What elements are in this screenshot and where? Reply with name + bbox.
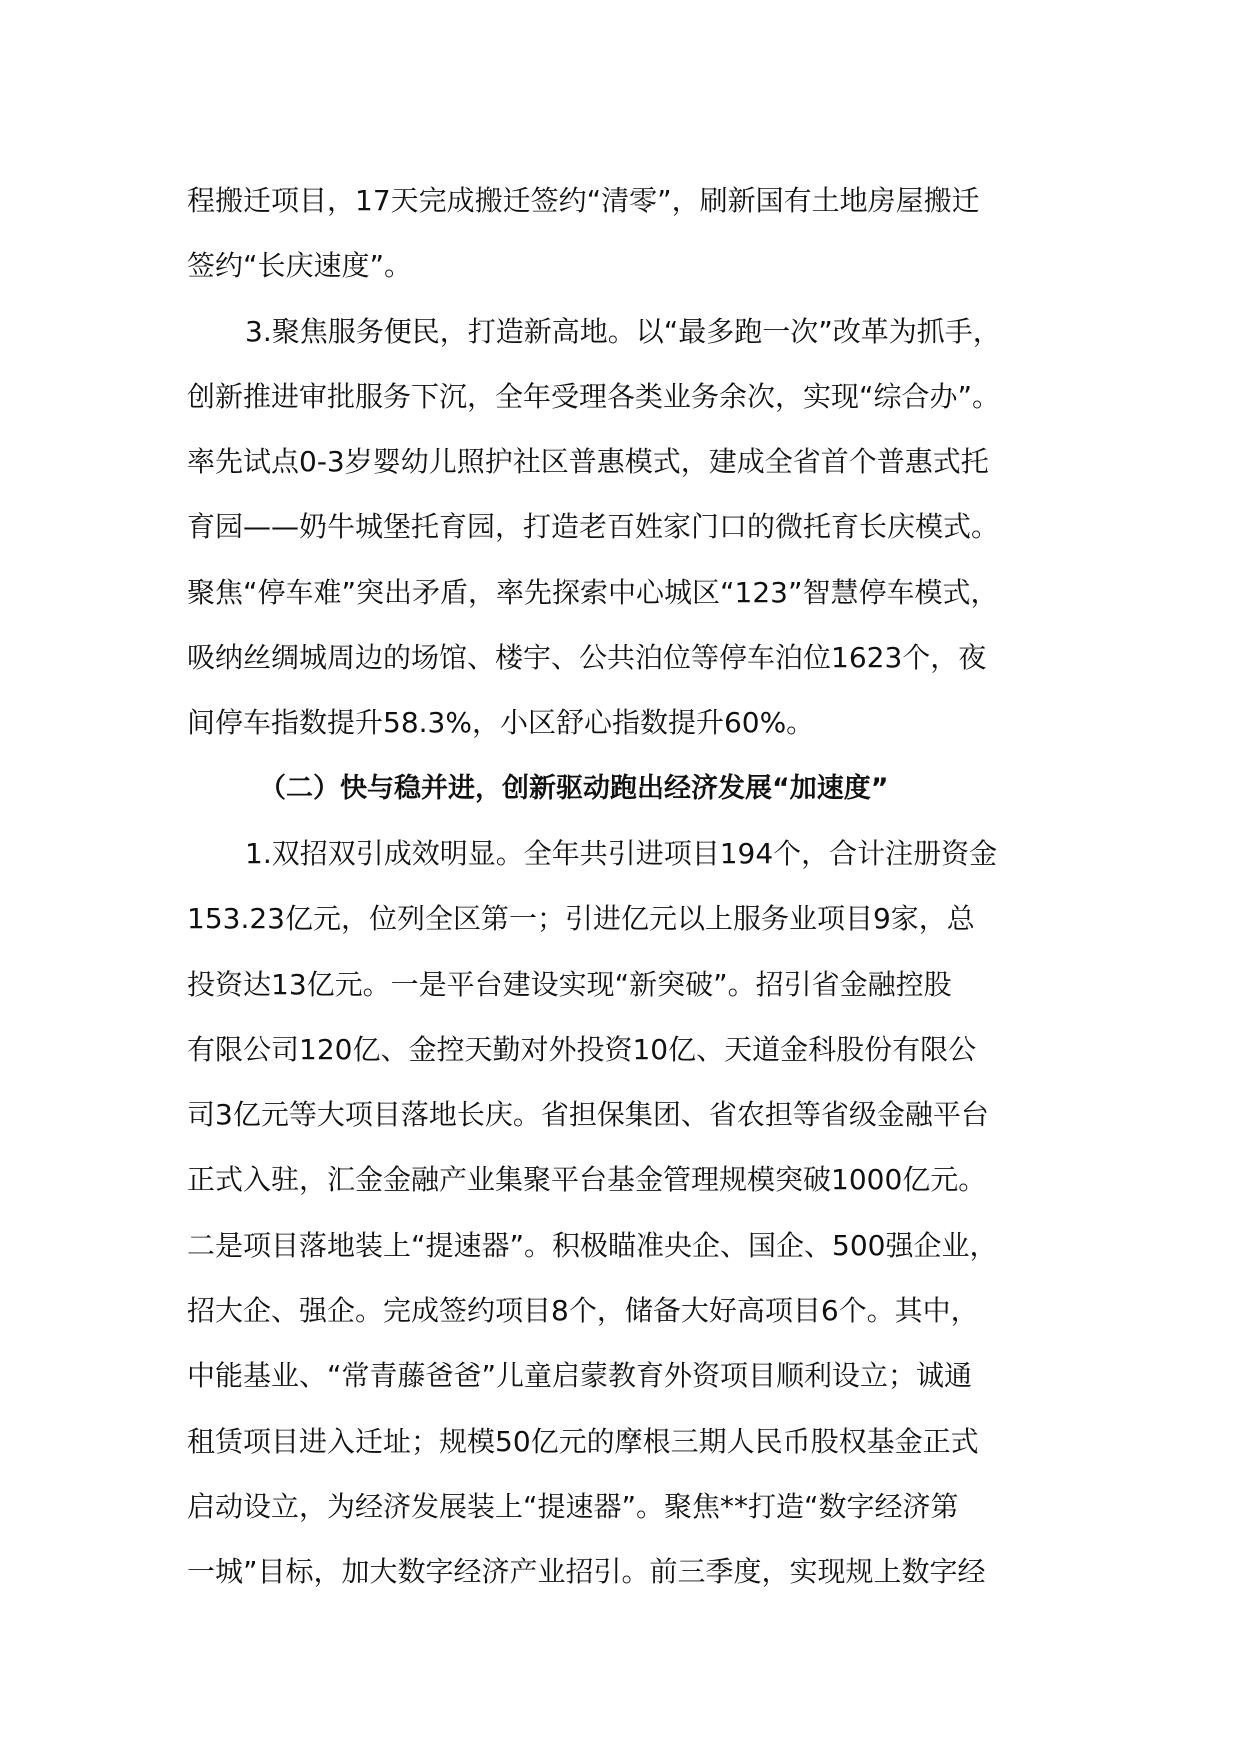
- text-line: 投资达13亿元。一是平台建设实现“新突破”。招引省金融控股: [187, 967, 952, 1001]
- text-line: 二是项目落地装上“提速器”。积极瞄准央企、国企、500强企业，: [187, 1228, 998, 1262]
- text-line: 吸纳丝绸城周边的场馆、楼宇、公共泊位等停车泊位1623个，夜: [187, 641, 987, 675]
- text-line: 租赁项目进入迁址；规模50亿元的摩根三期人民币股权基金正式: [187, 1424, 979, 1458]
- text-line: 创新推进审批服务下沉，全年受理各类业务余次，实现“综合办”。: [187, 379, 1001, 413]
- text-line: 签约“长庆速度”。: [187, 249, 413, 283]
- text-line: 启动设立，为经济发展装上“提速器”。聚焦**打造“数字经济第: [187, 1489, 959, 1523]
- text-line: 正式入驻，汇金金融产业集聚平台基金管理规模突破1000亿元。: [187, 1163, 987, 1197]
- text-line: 招大企、强企。完成签约项目8个，储备大好高项目6个。其中，: [187, 1294, 979, 1328]
- text-line: 育园——奶牛城堡托育园，打造老百姓家门口的微托育长庆模式。: [187, 510, 1000, 544]
- text-line: 中能基业、“常青藤爸爸”儿童启蒙教育外资项目顺利设立；诚通: [187, 1359, 973, 1393]
- paragraph-start-line: 1.双招双引成效明显。全年共引进项目194个，合计注册资金: [245, 836, 998, 870]
- text-line: 聚焦“停车难”突出矛盾，率先探索中心城区“123”智慧停车模式，: [187, 575, 999, 609]
- section-heading: （二）快与稳并进，创新驱动跑出经济发展“加速度”: [259, 772, 889, 804]
- text-line: 间停车指数提升58.3%，小区舒心指数提升60%。: [187, 706, 815, 740]
- document-page: [187, 168, 1087, 1605]
- text-line: 有限公司120亿、金控天勤对外投资10亿、天道金科股份有限公: [187, 1032, 977, 1066]
- text-line: 153.23亿元，位列全区第一；引进亿元以上服务业项目9家，总: [187, 902, 975, 936]
- paragraph-start-line: 3.聚焦服务便民，打造新高地。以“最多跑一次”改革为抓手，: [245, 314, 1001, 348]
- text-line: 一城”目标，加大数字经济产业招引。前三季度，实现规上数字经: [187, 1555, 986, 1589]
- text-line: 程搬迁项目，17天完成搬迁签约“清零”，刷新国有土地房屋搬迁: [187, 184, 980, 217]
- text-line: 率先试点0-3岁婴幼儿照护社区普惠模式，建成全省首个普惠式托: [187, 445, 989, 479]
- text-line: 司3亿元等大项目落地长庆。省担保集团、省农担等省级金融平台: [187, 1098, 989, 1132]
